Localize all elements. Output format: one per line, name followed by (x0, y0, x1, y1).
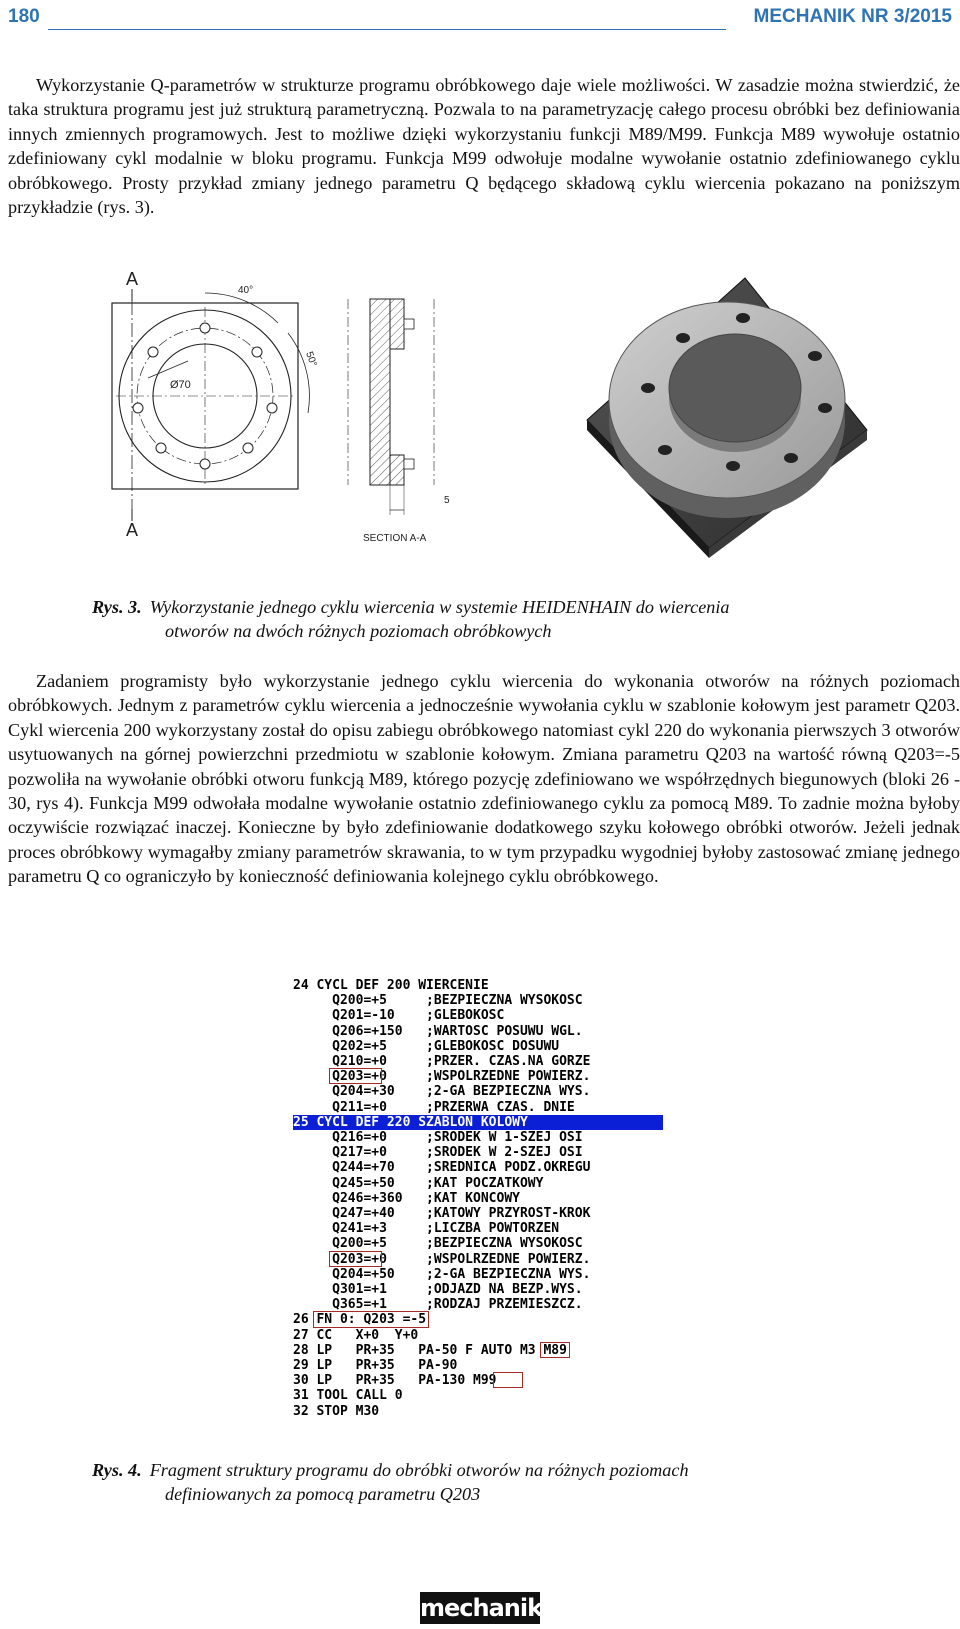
highlight-box (329, 1251, 382, 1267)
figure4-caption-line1: Fragment struktury programu do obróbki otworów na różnych poziomach (149, 1460, 689, 1480)
bolt-hole (200, 323, 210, 333)
code-line: Q246=+360 ;KAT KONCOWY (293, 1190, 520, 1206)
code-line: Q200=+5 ;BEZPIECZNA WYSOKOSC (293, 993, 583, 1009)
code-line: Q206=+150 ;WARTOSC POSUWU WGL. (293, 1023, 583, 1039)
code-line: 31 TOOL CALL 0 (293, 1388, 403, 1404)
figure3-caption-line2: otworów na dwóch różnych poziomach obróbkowych (165, 621, 552, 641)
ring-hole (658, 445, 672, 455)
bolt-hole (148, 347, 158, 357)
code-line: Q245=+50 ;KAT POCZATKOWY (293, 1175, 544, 1191)
code-line: Q200=+5 ;BEZPIECZNA WYSOKOSC (293, 1236, 583, 1252)
figure4-caption-label: Rys. 4. (92, 1460, 142, 1480)
ring-hole (784, 453, 798, 463)
ring-hole (641, 383, 655, 393)
journal-title: MECHANIK NR 3/2015 (753, 6, 952, 27)
bolt-hole (156, 443, 166, 453)
diameter-label: Ø70 (170, 379, 191, 391)
page-number: 180 (8, 6, 40, 27)
bolt-hole (200, 459, 210, 469)
part-3d-render (585, 270, 868, 558)
code-line: Q210=+0 ;PRZER. CZAS.NA GORZE (293, 1054, 591, 1069)
code-line: Q216=+0 ;SRODEK W 1-SZEJ OSI (293, 1130, 583, 1145)
code-line: Q301=+1 ;ODJAZD NA BEZP.WYS. (293, 1282, 583, 1297)
ring-hole (736, 313, 750, 323)
nc-program-listing (293, 978, 663, 1423)
bolt-hole (267, 403, 277, 413)
code-line: Q217=+0 ;SRODEK W 2-SZEJ OSI (293, 1145, 583, 1161)
figure3-caption-line1: Wykorzystanie jednego cyklu wiercenia w systemie HEIDENHAIN do wiercenia (149, 597, 730, 617)
code-line: Q201=-10 ;GLEBOKOSC (293, 1008, 505, 1024)
code-line: 32 STOP M30 (293, 1403, 380, 1419)
code-line: 29 LP PR+35 PA-90 (293, 1358, 458, 1373)
ring-hole (676, 333, 690, 343)
section-label: SECTION A-A (363, 533, 427, 544)
bolt-hole (252, 347, 262, 357)
figure4-caption (92, 1458, 872, 1506)
highlight-box (540, 1342, 569, 1358)
section-marker-bottom: A (126, 520, 139, 540)
code-line: 26 FN 0: Q203 =-5 (293, 1312, 427, 1328)
ring-hole (818, 403, 832, 413)
highlight-box (313, 1311, 428, 1327)
paragraph-main: Zadaniem programisty było wykorzystanie jednego cyklu wiercenia do wykonania otworów na różnych poziomach obróbkowych. Jednym z parametrów cyklu wiercenia a jednocześnie wywołania cyklu w szablonie kołowym jest parametr Q203. Cykl wiercenia 200 wykorzystany został do opisu zabiegu obróbkowego natomiast cykl 220 do wykonania pierwszych 3 otworów usytuowanych na górnej powierzchni przedmiotu w szablonie kołowym. Zmiana parametru Q203 na wartość równą Q203=-5 pozwoliła na wywołanie obróbki otworu funkcją M89, którego pozycję zdefiniowano we współrzędnych biegunowych (bloki 26 - 30, rys 4). Funkcja M99 odwołała modalne wywołanie ostatnio zdefiniowanego cyklu za pomocą M89. To zadnie można byłoby oczywiście rozwiązać inaczej. Konieczne by było zdefiniowanie dodatkowego szyku kołowego obróbki otworów. Jeżeli jednak proces obróbkowy wymagałby zmiany parametrów skrawania, to w tym przypadku wygodniej byłoby zastosować zmianę jednego parametru Q co ograniczyło by konieczność definiowania kolejnego cyklu obróbkowego. (8, 671, 960, 887)
highlight-box (329, 1068, 382, 1084)
code-line: Q241=+3 ;LICZBA POWTORZEN (293, 1221, 560, 1237)
code-line: Q204=+30 ;2-GA BEZPIECZNA WYS. (293, 1084, 591, 1100)
ring-hole (808, 351, 822, 361)
code-line: Q203=+0 ;WSPOLRZEDNE POWIERZ. (293, 1251, 591, 1267)
angle-label-2: 50° (303, 350, 319, 369)
depth-label: 5 (444, 495, 450, 506)
figure3-caption (92, 595, 872, 643)
code-line: 27 CC X+0 Y+0 (293, 1327, 419, 1343)
code-line: 24 CYCL DEF 200 WIERCENIE (293, 978, 489, 993)
bolt-hole (243, 443, 253, 453)
code-line: Q203=+0 ;WSPOLRZEDNE POWIERZ. (293, 1069, 591, 1085)
code-line: 28 LP PR+35 PA-50 F AUTO M3 M89 (293, 1342, 567, 1358)
header-rule (48, 29, 726, 30)
code-line: Q244=+70 ;SREDNICA PODZ.OKREGU (293, 1160, 591, 1176)
section-marker-top: A (126, 269, 139, 289)
code-line: Q247=+40 ;KATOWY PRZYROST-KROK (293, 1206, 591, 1221)
technical-drawing (108, 263, 460, 565)
code-line: 30 LP PR+35 PA-130 M99 (293, 1373, 497, 1389)
mechanik-logo: mechanik (420, 1594, 543, 1622)
figure3-caption-label: Rys. 3. (92, 597, 142, 617)
code-line: Q204=+50 ;2-GA BEZPIECZNA WYS. (293, 1266, 591, 1282)
code-line: Q202=+5 ;GLEBOKOSC DOSUWU (293, 1038, 560, 1054)
paragraph-intro: Wykorzystanie Q-parametrów w strukturze programu obróbkowego daje wiele możliwości. W zasadzie można stwierdzić, że taka struktura programu jest już strukturą parametryczną. Pozwala to na parametryzację całego procesu obróbki bez definiowania innych zmiennych programowych. Jest to możliwe dzięki wykorzystaniu funkcji M89/M99. Funkcja M89 wywołuje ostatnio zdefiniowany cykl modalnie w bloku programu. Funkcja M99 odwołuje modalne wywołanie ostatnio zdefiniowanego cyklu obróbkowego. Prosty przykład zmiany jednego parametru Q będącego składową cyklu wiercenia pokazano na poniższym przykładzie (rys. 3). (8, 75, 960, 218)
code-line: 25 CYCL DEF 220 SZABLON KOLOWY (293, 1115, 663, 1130)
angle-label: 40° (238, 285, 254, 296)
bolt-hole (133, 403, 143, 413)
code-line: Q365=+1 ;RODZAJ PRZEMIESZCZ. (293, 1297, 583, 1313)
code-line: Q211=+0 ;PRZERWA CZAS. DNIE (293, 1099, 575, 1115)
page-header (8, 4, 952, 34)
ring-hole (726, 461, 740, 471)
figure4-caption-line2: definiowanych za pomocą parametru Q203 (165, 1484, 481, 1504)
highlight-box (493, 1372, 522, 1388)
